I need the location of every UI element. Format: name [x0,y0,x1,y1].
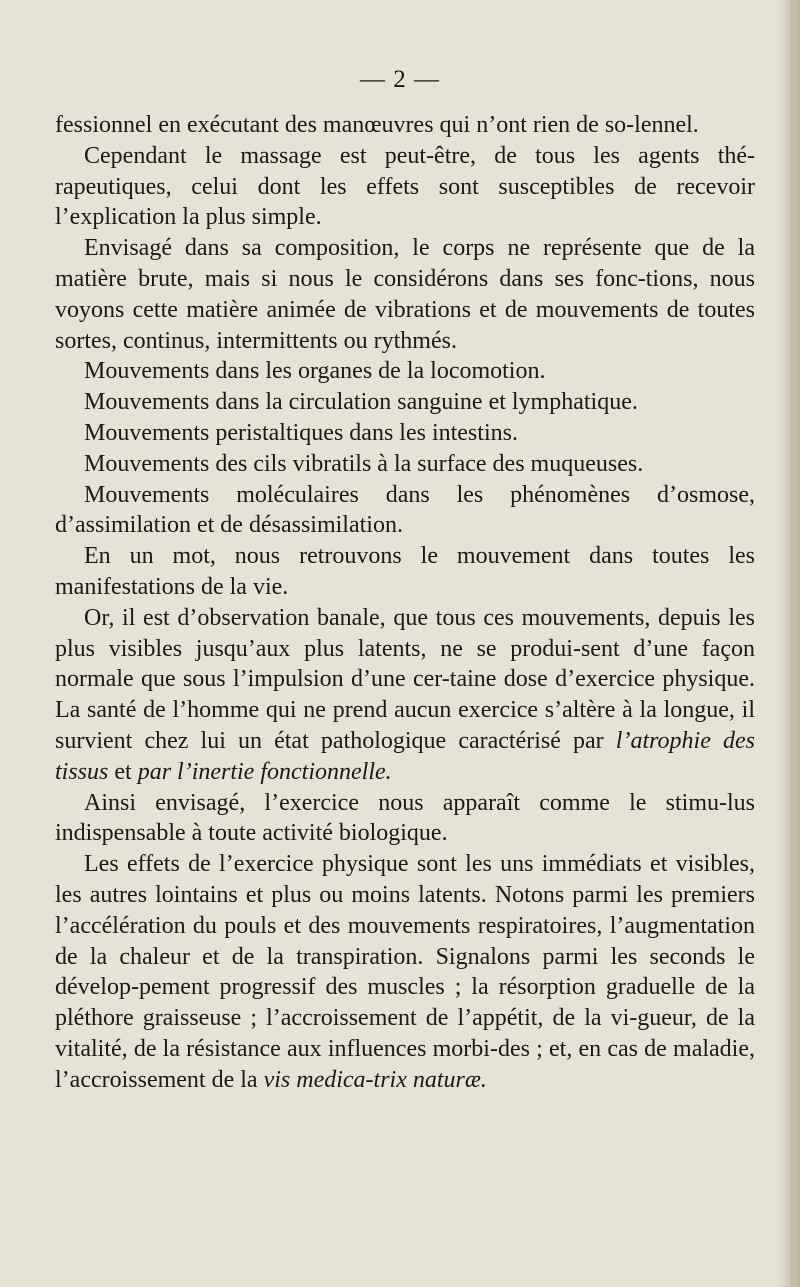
paragraph-mouvement: En un mot, nous retrouvons le mouvement dans toutes les manifestations de la vie. [55,543,755,600]
paragraph-circulation: Mouvements dans la circulation sanguine et lymphatique. [84,389,638,416]
paragraph-intestins: Mouvements peristaltiques dans les intestins. [84,419,518,446]
paragraph-locomotion: Mouvements dans les organes de la locomotion. [84,358,546,385]
paragraph-cils: Mouvements des cils vibratils à la surface des muqueuses. [84,450,644,477]
paragraph-osmose: Mouvements moléculaires dans les phénomènes d’osmose, d’assimilation et de désassimilation. [55,481,755,539]
page-edge-binding [791,0,797,1287]
italic-atrophie: l’atrophie des tissus [55,727,755,785]
paragraph-observation [55,603,755,788]
paragraph-effets-text: Les effets de l’exercice physique sont les uns immédiats et visibles, les autres lointains et plus ou moins latents. Notons parmi les premiers l’accélération du pouls et des mouvements respiratoires, l’augmentation de la chaleur et de la transpiration. Signalons parmi les seconds le dévelop-pement progressif des muscles ; la résorption graduelle de la pléthore graisseuse ; l’accroissement de l’appétit, de la vi-gueur, de la vitalité, de la résistance aux influences morbi-des ; et, en cas de maladie, l’accroissement de la [55,851,755,1093]
paragraph-observation-text: Or, il est d’observation banale, que tous ces mouvements, depuis les plus visibles jusqu’aux plus latents, ne se produi-sent d’une façon normale que sous l’impulsion d’une cer-taine dose d’exercice physique. La santé de l’homme qui ne prend aucun exercice s’altère à la longue, il survient chez lui un état pathologique caractérisé par [55,604,755,754]
paragraph-observation-conjunction: et [108,758,138,785]
paragraph-effets [55,849,755,1095]
body-text [55,110,755,1096]
paragraph-composition: Envisagé dans sa composition, le corps ne représente que de la matière brute, mais si nous le considérons dans ses fonc-tions, nous voyons cette matière animée de vibrations et de mouvements de toutes sortes, continus, intermittents ou rythmés. [55,235,755,354]
page-number: — 2 — [360,66,440,93]
paragraph-stimulus: Ainsi envisagé, l’exercice nous apparaît comme le stimu-lus indispensable à toute activité biologique. [55,789,755,847]
italic-vis-medicatrix: vis medica-trix naturæ. [263,1066,487,1093]
italic-inertie: par l’inertie fonctionnelle. [137,758,392,785]
paragraph-continuation: fessionnel en exécutant des manœuvres qui n’ont rien de so-lennel. [55,112,699,138]
paragraph-massage: Cependant le massage est peut-être, de tous les agents thé-rapeutiques, celui dont les effets sont susceptibles de recevoir l’explication la plus simple. [55,142,755,231]
